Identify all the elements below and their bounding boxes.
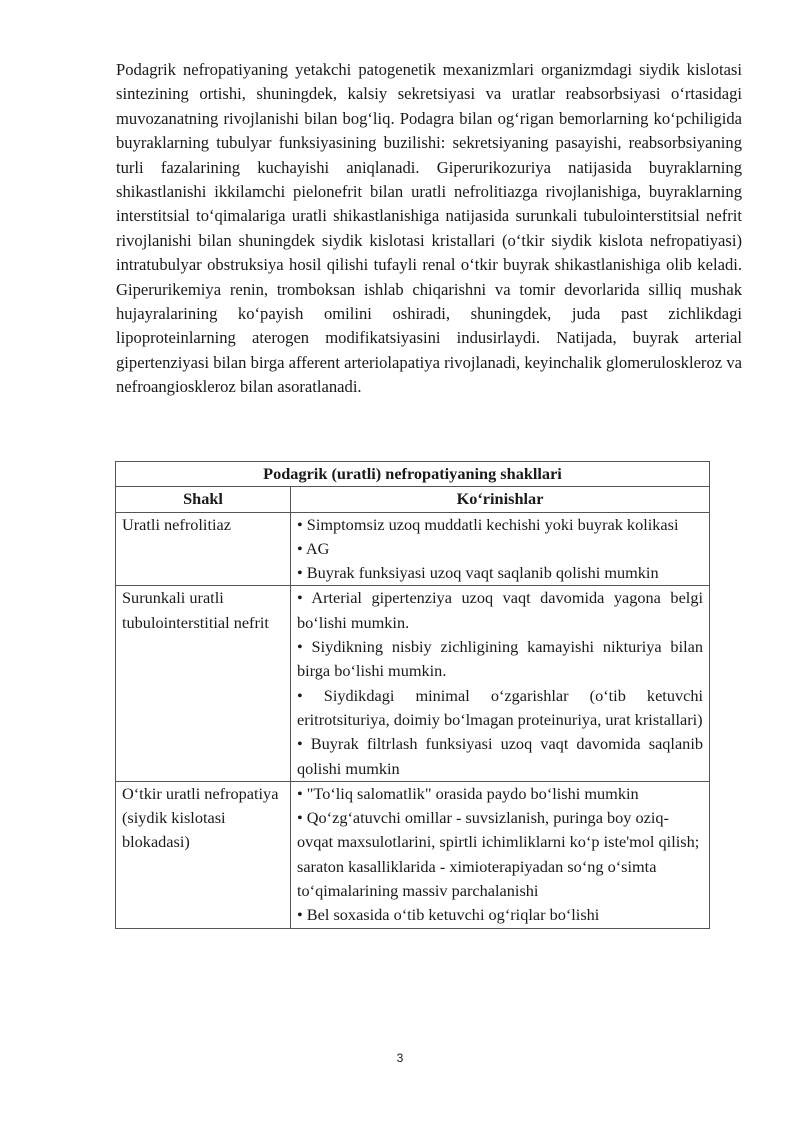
manifestation-item: • Bel soxasida o‘tib ketuvchi og‘riqlar bo‘lishi	[297, 905, 600, 925]
table-caption-row	[116, 462, 710, 487]
table-row	[116, 586, 710, 781]
form-cell: Surunkali uratli tubulointerstitial nefrit	[116, 586, 291, 781]
manifestations-cell	[291, 586, 710, 781]
header-form: Shakl	[116, 487, 291, 512]
table-caption: Podagrik (uratli) nefropatiyaning shakllari	[116, 462, 710, 487]
page-number: 3	[396, 1051, 404, 1065]
manifestations-cell	[291, 512, 710, 586]
nephropathy-forms-table	[115, 461, 710, 929]
body-paragraph: Podagrik nefropatiyaning yetakchi patogenetik mexanizmlari organizmdagi siydik kislotasi sintezining ortishi, shuningdek, kalsiy sekretsiyasi va uratlar reabsorbsiyasi o‘rtasidagi muvozanatning rivojlanishi bilan bog‘liq. Podagra bilan og‘rigan bemorlarning ko‘pchiligida buyraklarning tubulyar funksiyasining buzilishi: sekretsiyaning pasayishi, reabsorbsiyaning turli fazalarining kuchayishi aniqlanadi. Giperurikozuriya natijasida buyraklarning shikastlanishi ikkilamchi pielonefrit bilan uratli nefrolitiazga rivojlanishiga, buyraklarning interstitsial to‘qimalariga uratli shikastlanishiga natijasida surunkali tubulointerstitsial nefrit rivojlanishi bilan shuningdek siydik kislotasi kristallari (o‘tkir siydik kislota nefropatiyasi) intratubulyar obstruksiya hosil qilishi tufayli renal o‘tkir buyrak shikastlanishiga olib keladi. Giperurikemiya renin, tromboksan ishlab chiqarishni va tomir devorlarida silliq mushak hujayralarining ko‘payish omilini oshiradi, shuningdek, juda past zichlikdagi lipoproteinlarning aterogen modifikatsiyasini indusirlaydi. Natijada, buyrak arterial gipertenziyasi bilan birga afferent arteriolapatiya rivojlanadi, keyinchalik glomeruloskleroz va nefroangioskleroz bilan asoratlanadi.	[116, 60, 742, 397]
manifestations-cell	[291, 781, 710, 928]
manifestation-item: • Arterial gipertenziya uzoq vaqt davomida yagona belgi bo‘lishi mumkin.	[297, 588, 703, 632]
manifestation-item: • Siydikdagi minimal o‘zgarishlar (o‘tib ketuvchi eritrotsituriya, doimiy bo‘lmagan proteinuriya, urat kristallari)	[297, 685, 703, 729]
form-cell: O‘tkir uratli nefropatiya (siydik kislotasi blokadasi)	[116, 781, 291, 928]
header-manifestations: Ko‘rinishlar	[291, 487, 710, 512]
manifestation-item: • Qo‘zg‘atuvchi omillar - suvsizlanish, puringa boy oziq-ovqat maxsulotlarini, spirtli ichimliklarni ko‘p iste'mol qilish; saraton kasalliklarida - ximioterapiyadan so‘ng o‘simta to‘qimalarining massiv parchalanishi	[297, 808, 700, 901]
form-cell: Uratli nefrolitiaz	[116, 512, 291, 586]
manifestation-item: • Buyrak funksiyasi uzoq vaqt saqlanib qolishi mumkin	[297, 563, 659, 583]
table-row	[116, 781, 710, 928]
manifestation-item: • Simptomsiz uzoq muddatli kechishi yoki buyrak kolikasi	[297, 514, 679, 534]
manifestation-item: • Buyrak filtrlash funksiyasi uzoq vaqt davomida saqlanib qolishi mumkin	[297, 734, 703, 778]
table-row	[116, 512, 710, 586]
manifestation-item: • "To‘liq salomatlik" orasida paydo bo‘lishi mumkin	[297, 783, 639, 803]
manifestation-item: • Siydikning nisbiy zichligining kamayishi nikturiya bilan birga bo‘lishi mumkin.	[297, 637, 703, 681]
manifestation-item: • AG	[297, 538, 330, 558]
table-header-row	[116, 487, 710, 512]
